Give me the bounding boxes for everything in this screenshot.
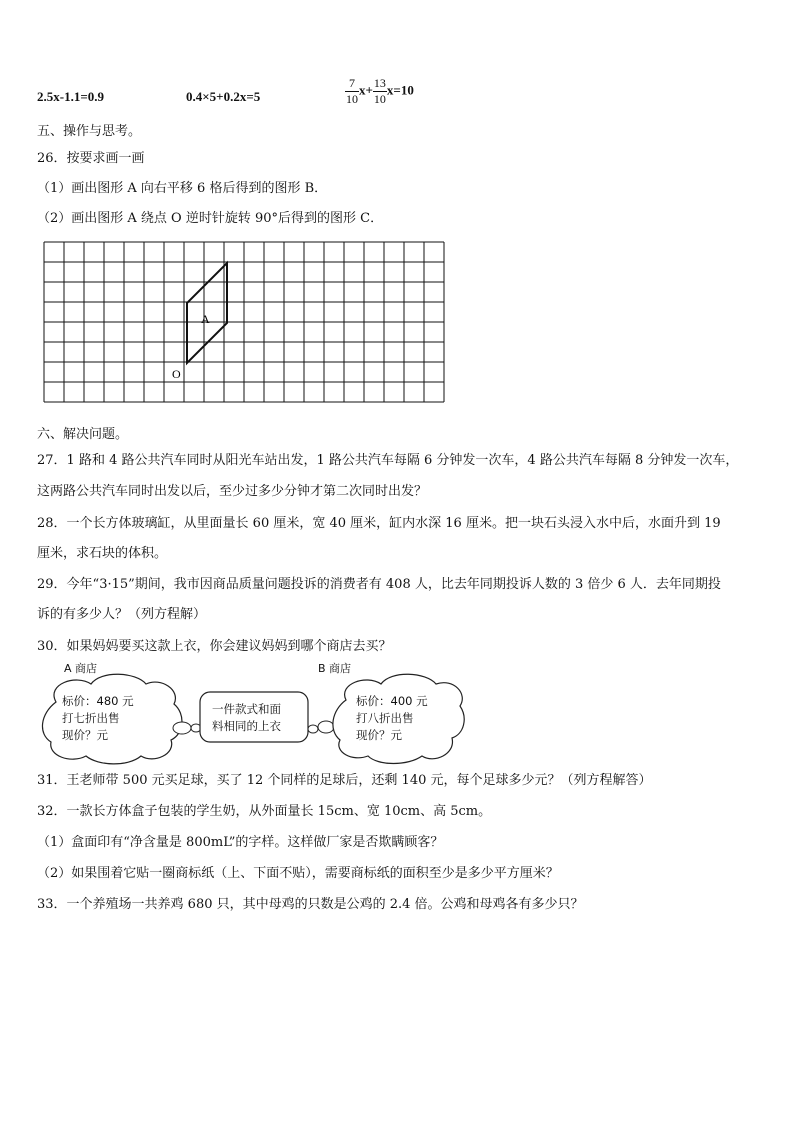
grid-lines [44, 242, 444, 402]
q28-line2: 厘米，求石块的体积。 [37, 546, 168, 561]
thought-dot [173, 722, 191, 734]
q29-line2: 诉的有多少人？（列方程解） [37, 607, 207, 622]
q27-line2: 这两路公共汽车同时出发以后，至少过多少分钟才第二次同时出发？ [37, 484, 428, 499]
thought-dot [318, 721, 334, 733]
grid-figure [43, 241, 445, 411]
shop-a-label: A 商店 [64, 662, 98, 675]
shop-b-label: B 商店 [318, 662, 352, 675]
shop-a-price: 标价：480 元 [62, 694, 134, 708]
thought-dot [308, 725, 318, 733]
center-line-1: 一件款式和面 [212, 702, 281, 716]
shop-a-current-price: 现价？元 [62, 728, 108, 742]
q26-part1: （1）画出图形 A 向右平移 6 格后得到的图形 B． [37, 181, 328, 196]
q28-line1: 28．一个长方体玻璃缸，从里面量长 60 厘米，宽 40 厘米，缸内水深 16 厘米。把一块石头浸入水中后，水面升到 19 [37, 516, 721, 531]
shop-a-bubble-text [62, 693, 134, 744]
center-line-2: 料相同的上衣 [212, 719, 281, 733]
equation-2: 0.4×5+0.2x=5 [186, 89, 261, 104]
equation-tail: x=10 [386, 82, 414, 98]
q32-part1: （1）盒面印有“净含量是 800mL”的字样。这样做厂家是否欺瞒顾客？ [37, 835, 444, 850]
shop-b-discount: 打八折出售 [356, 711, 414, 725]
q27-line1: 27．1 路和 4 路公共汽车同时从阳光车站出发，1 路公共汽车每隔 6 分钟发一次车，4 路公共汽车每隔 8 分钟发一次车， [37, 453, 739, 468]
q29-line1: 29．今年“3·15”期间，我市因商品质量问题投诉的消费者有 408 人，比去年同期投诉人数的 3 倍少 6 人．去年同期投 [37, 577, 721, 592]
equation-1: 2.5x-1.1=0.9 [37, 89, 104, 104]
fraction-13-10 [373, 76, 387, 107]
q30-text: 30．如果妈妈要买这款上衣，你会建议妈妈到哪个商店去买？ [37, 639, 392, 654]
q26-part2: （2）画出图形 A 绕点 O 逆时针旋转 90°后得到的图形 C． [37, 211, 384, 226]
shop-a-discount: 打七折出售 [62, 711, 120, 725]
q26-title: 26．按要求画一画 [37, 151, 145, 166]
equation-middle: x+ [359, 82, 373, 98]
q32-text: 32．一款长方体盒子包装的学生奶，从外面量长 15cm、宽 10cm、高 5cm。 [37, 804, 492, 819]
point-o-label: O [172, 367, 181, 381]
q31-text: 31．王老师带 500 元买足球，买了 12 个同样的足球后，还剩 140 元，每个足球多少元？（列方程解答） [37, 773, 652, 788]
denominator: 10 [346, 92, 358, 106]
shop-b-price: 标价：400 元 [356, 694, 428, 708]
q32-part2: （2）如果围着它贴一圈商标纸（上、下面不贴），需要商标纸的面积至少是多少平方厘米？ [37, 866, 559, 881]
numerator: 13 [373, 76, 386, 90]
center-box-text [212, 701, 281, 735]
denominator: 10 [373, 92, 386, 106]
shape-a-label: A [201, 312, 210, 326]
equation-3 [345, 76, 414, 107]
q33-text: 33．一个养殖场一共养鸡 680 只，其中母鸡的只数是公鸡的 2.4 倍。公鸡和母鸡各有多少只？ [37, 897, 584, 912]
shop-b-bubble-text [356, 693, 428, 744]
fraction-7-10 [345, 76, 359, 107]
shop-b-current-price: 现价？元 [356, 728, 402, 742]
numerator: 7 [345, 76, 359, 92]
section-5-heading: 五、操作与思考。 [37, 124, 142, 139]
section-6-heading: 六、解决问题。 [37, 427, 129, 442]
